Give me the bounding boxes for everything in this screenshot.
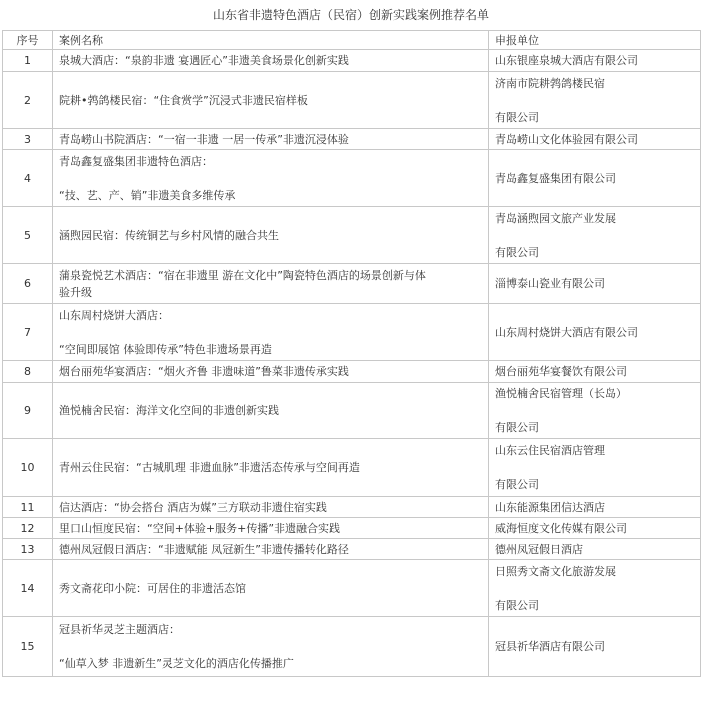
row-number: 4 — [3, 150, 53, 207]
case-name-cell — [53, 304, 489, 361]
case-name-cell — [53, 129, 489, 150]
table-row — [3, 617, 701, 677]
unit-cell — [489, 150, 701, 207]
unit-line: 有限公司 — [495, 110, 539, 124]
unit-cell — [489, 539, 701, 560]
unit-cell — [489, 518, 701, 539]
row-number: 11 — [3, 497, 53, 518]
case-name-line: 冠县祈华灵芝主题酒店： — [59, 623, 180, 636]
unit-line: 青岛涵煦园文旅产业发展 — [495, 211, 616, 225]
table-row — [3, 539, 701, 560]
header-no: 序号 — [3, 31, 53, 50]
table-row — [3, 304, 701, 361]
case-name-line: “空间即展馆 体验即传承”特色非遗场景再造 — [59, 342, 272, 356]
row-number: 1 — [3, 50, 53, 72]
case-name-cell — [53, 264, 489, 304]
unit-cell — [489, 617, 701, 677]
row-number: 3 — [3, 129, 53, 150]
row-number: 5 — [3, 207, 53, 264]
unit-cell — [489, 439, 701, 497]
header-unit: 申报单位 — [489, 31, 701, 50]
table-row — [3, 50, 701, 72]
table-row — [3, 72, 701, 129]
unit-line: 青岛鑫复盛集团有限公司 — [495, 171, 616, 185]
case-name-line: 验升级 — [59, 285, 92, 299]
table-row — [3, 497, 701, 518]
case-name-cell — [53, 50, 489, 72]
unit-line: 山东云住民宿酒店管理 — [495, 444, 605, 457]
table-row — [3, 150, 701, 207]
line-gap — [59, 170, 482, 187]
unit-cell — [489, 383, 701, 439]
row-number: 10 — [3, 439, 53, 497]
case-name-line: 青州云住民宿：“古城肌理 非遗血脉”非遗活态传承与空间再造 — [59, 461, 360, 474]
row-number: 12 — [3, 518, 53, 539]
unit-cell — [489, 560, 701, 617]
case-name-cell — [53, 207, 489, 264]
case-name-cell — [53, 617, 489, 677]
case-name-line: 青岛崂山书院酒店：“一宿一非遗 一居一传承”非遗沉浸体验 — [59, 132, 349, 146]
unit-line: 有限公司 — [495, 245, 539, 259]
unit-cell — [489, 497, 701, 518]
case-name-line: 里口山恒度民宿：“空间+体验+服务+传播”非遗融合实践 — [59, 521, 341, 535]
case-name-cell — [53, 539, 489, 560]
row-number: 13 — [3, 539, 53, 560]
case-name-line: 蒲泉瓷悦艺术酒店：“宿在非遗里 游在文化中”陶瓷特色酒店的场景创新与体 — [59, 268, 426, 282]
table-row — [3, 361, 701, 383]
unit-line: 有限公司 — [495, 478, 539, 491]
case-name-line: “技、艺、产、销”非遗美食多维传承 — [59, 188, 236, 202]
case-name-line: 山东周村烧饼大酒店： — [59, 308, 169, 322]
row-number: 2 — [3, 72, 53, 129]
unit-cell — [489, 264, 701, 304]
unit-line: 威海恒度文化传媒有限公司 — [495, 521, 627, 535]
table-row — [3, 207, 701, 264]
case-name-cell — [53, 361, 489, 383]
table-body — [3, 50, 701, 677]
document-title: 山东省非遗特色酒店（民宿）创新实践案例推荐名单 — [212, 8, 489, 22]
line-gap — [495, 580, 694, 597]
line-gap — [59, 638, 482, 655]
unit-line: 有限公司 — [495, 421, 539, 434]
row-number: 7 — [3, 304, 53, 361]
case-name-line: 泉城大酒店：“泉韵非遗 宴遇匠心”非遗美食场景化创新实践 — [59, 54, 349, 67]
row-number: 15 — [3, 617, 53, 677]
line-gap — [495, 92, 694, 109]
case-name-cell — [53, 518, 489, 539]
case-name-cell — [53, 560, 489, 617]
table-row — [3, 518, 701, 539]
case-name-line: 青岛鑫复盛集团非遗特色酒店： — [59, 154, 213, 168]
table-row — [3, 560, 701, 617]
recommendation-table — [2, 30, 701, 677]
line-gap — [495, 459, 694, 476]
case-name-cell — [53, 497, 489, 518]
row-number: 9 — [3, 383, 53, 439]
case-name-line: 院耕•鹁鸽楼民宿：“住食赏学”沉浸式非遗民宿样板 — [59, 93, 308, 107]
table-row — [3, 129, 701, 150]
row-number: 8 — [3, 361, 53, 383]
unit-line: 冠县祈华酒店有限公司 — [495, 640, 605, 653]
unit-cell — [489, 361, 701, 383]
table-row — [3, 439, 701, 497]
unit-line: 青岛崂山文化体验园有限公司 — [495, 132, 638, 146]
case-name-cell — [53, 150, 489, 207]
case-name-cell — [53, 72, 489, 129]
case-name-line: 德州凤冠假日酒店：“非遗赋能 凤冠新生”非遗传播转化路径 — [59, 542, 349, 556]
row-number: 14 — [3, 560, 53, 617]
unit-line: 德州凤冠假日酒店 — [495, 542, 583, 556]
unit-cell — [489, 129, 701, 150]
case-name-cell — [53, 439, 489, 497]
case-name-line: “仙草入梦 非遗新生”灵芝文化的酒店化传播推广 — [59, 657, 294, 670]
case-name-line: 涵煦园民宿：传统铜艺与乡村风情的融合共生 — [59, 228, 279, 242]
line-gap — [495, 402, 694, 419]
unit-line: 山东周村烧饼大酒店有限公司 — [495, 325, 638, 339]
line-gap — [495, 227, 694, 244]
table-row — [3, 264, 701, 304]
line-gap — [59, 324, 482, 341]
case-name-line: 渔悦楠舍民宿：海洋文化空间的非遗创新实践 — [59, 404, 279, 417]
table-row — [3, 383, 701, 439]
case-name-line: 烟台丽苑华宴酒店：“烟火齐鲁 非遗味道”鲁菜非遗传承实践 — [59, 365, 349, 378]
unit-line: 山东银座泉城大酒店有限公司 — [495, 54, 638, 67]
unit-cell — [489, 72, 701, 129]
unit-line: 渔悦楠舍民宿管理（长岛） — [495, 387, 627, 400]
header-case-name: 案例名称 — [53, 31, 489, 50]
unit-line: 山东能源集团信达酒店 — [495, 500, 605, 514]
table-header-row — [3, 31, 701, 50]
unit-cell — [489, 50, 701, 72]
unit-cell — [489, 304, 701, 361]
unit-line: 日照秀文斋文化旅游发展 — [495, 564, 616, 578]
unit-line: 烟台丽苑华宴餐饮有限公司 — [495, 365, 627, 378]
unit-line: 济南市院耕鹁鸽楼民宿 — [495, 76, 605, 90]
case-name-cell — [53, 383, 489, 439]
unit-line: 淄博泰山瓷业有限公司 — [495, 277, 605, 290]
row-number: 6 — [3, 264, 53, 304]
unit-cell — [489, 207, 701, 264]
case-name-line: 秀文斋花印小院：可居住的非遗活态馆 — [59, 581, 246, 595]
case-name-line: 信达酒店：“协会搭台 酒店为媒”三方联动非遗住宿实践 — [59, 500, 327, 514]
unit-line: 有限公司 — [495, 598, 539, 612]
